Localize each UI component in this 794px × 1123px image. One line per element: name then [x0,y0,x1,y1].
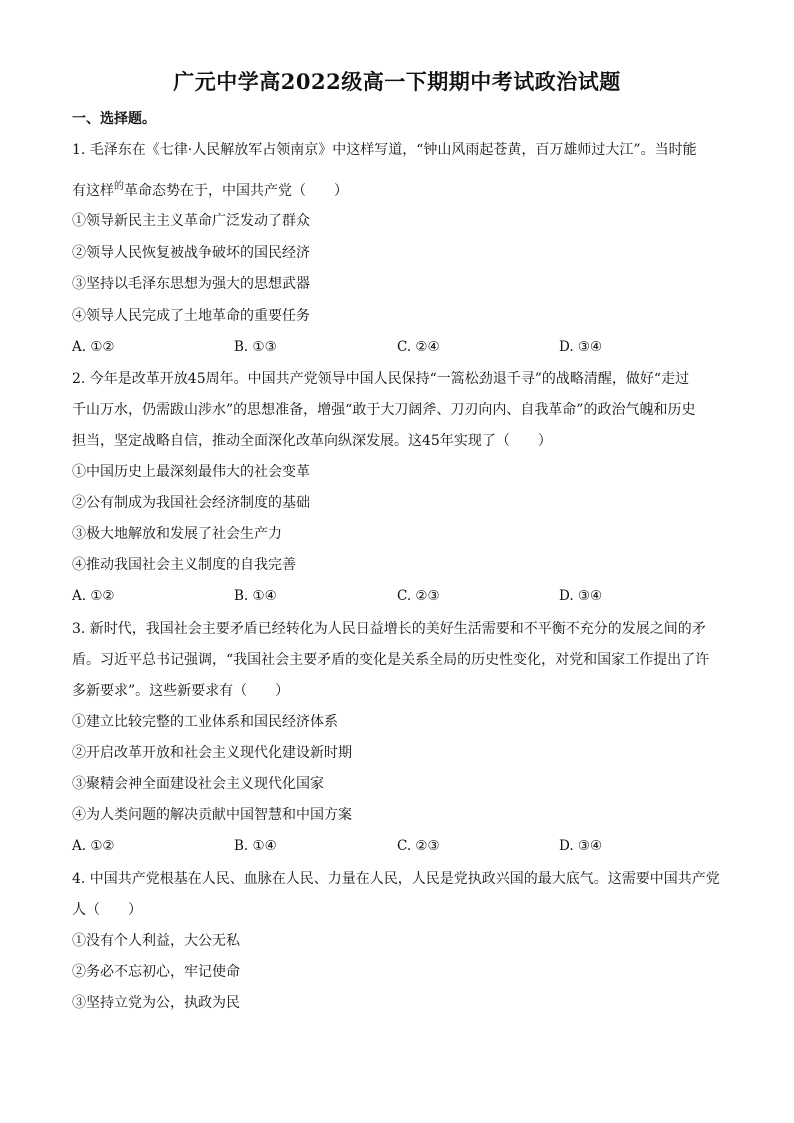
q1-stem-line1: 1. 毛泽东在《七律·人民解放军占领南京》中这样写道，“钟山风雨起苍黄，百万雄师过大江”。当时能 [72,142,697,158]
q3-option-c[interactable]: C. ②③ [397,838,440,854]
q2-stem-line1: 2. 今年是改革开放45周年。中国共产党领导中国人民保持“一篙松劲退千寻”的战略清醒，做好“走过 [72,371,690,387]
q3-stem-line1: 3. 新时代，我国社会主要矛盾已经转化为人民日益增长的美好生活需要和不平衡不充分的发展之间的矛 [72,621,706,637]
q1-stem-line2: 有这样$^的$革命态势在于，中国共产党（ ） [72,181,348,199]
q3-statement-1: ①建立比较完整的工业体系和国民经济体系 [72,714,338,730]
q1-options [72,339,722,357]
q4-statement-2: ②务必不忘初心，牢记使命 [72,964,240,980]
q3-statement-4: ④为人类问题的解决贡献中国智慧和中国方案 [72,807,352,823]
q4-stem-line2: 人（ ） [72,902,142,918]
q3-option-b[interactable]: B. ①④ [234,838,277,854]
q1-statement-2: ②领导人民恢复被战争破坏的国民经济 [72,245,310,261]
q2-option-d[interactable]: D. ③④ [559,588,603,604]
q2-stem-line2: 千山万水，仍需跋山涉水”的思想准备，增强“敢于大刀阔斧、刀刃向内、自我革命”的政治气魄和历史 [72,402,696,418]
q3-stem-line3: 多新要求”。这些新要求有（ ） [72,683,290,699]
q2-option-b[interactable]: B. ①④ [234,588,277,604]
q2-stem-line3: 担当，坚定战略自信，推动全面深化改革向纵深发展。这45年实现了（ ） [72,433,552,449]
q3-statement-3: ③聚精会神全面建设社会主义现代化国家 [72,776,324,792]
q4-statement-1: ①没有个人利益，大公无私 [72,933,240,949]
q3-option-a[interactable]: A. ①② [72,838,115,854]
q1-option-c[interactable]: C. ②④ [397,339,440,355]
q2-statement-2: ②公有制成为我国社会经济制度的基础 [72,495,310,511]
q1-statement-4: ④领导人民完成了土地革命的重要任务 [72,308,310,324]
q3-options [72,838,722,856]
q3-stem-line2: 盾。习近平总书记强调，“我国社会主要矛盾的变化是关系全局的历史性变化，对党和国家工作提出了许 [72,652,710,668]
q1-stem-superscript: 的 [114,181,124,192]
q1-option-b[interactable]: B. ①③ [234,339,277,355]
q4-stem-line1: 4. 中国共产党根基在人民、血脉在人民、力量在人民，人民是党执政兴国的最大底气。这需要中国共产党 [72,871,720,887]
section-heading: 一、选择题。 [72,111,156,127]
q2-statement-3: ③极大地解放和发展了社会生产力 [72,526,282,542]
q2-statement-1: ①中国历史上最深刻最伟大的社会变革 [72,464,310,480]
q4-statement-3: ③坚持立党为公，执政为民 [72,995,240,1011]
q1-option-d[interactable]: D. ③④ [559,339,603,355]
q1-option-a[interactable]: A. ①② [72,339,115,355]
q2-option-a[interactable]: A. ①② [72,588,115,604]
q2-option-c[interactable]: C. ②③ [397,588,440,604]
q3-statement-2: ②开启改革开放和社会主义现代化建设新时期 [72,745,352,761]
q3-option-d[interactable]: D. ③④ [559,838,603,854]
q2-statement-4: ④推动我国社会主义制度的自我完善 [72,557,296,573]
q1-statement-3: ③坚持以毛泽东思想为强大的思想武器 [72,276,310,292]
q2-options [72,588,722,606]
q1-statement-1: ①领导新民主主义革命广泛发动了群众 [72,213,310,229]
exam-title: 广元中学高2022级高一下期期中考试政治试题 [173,69,621,94]
